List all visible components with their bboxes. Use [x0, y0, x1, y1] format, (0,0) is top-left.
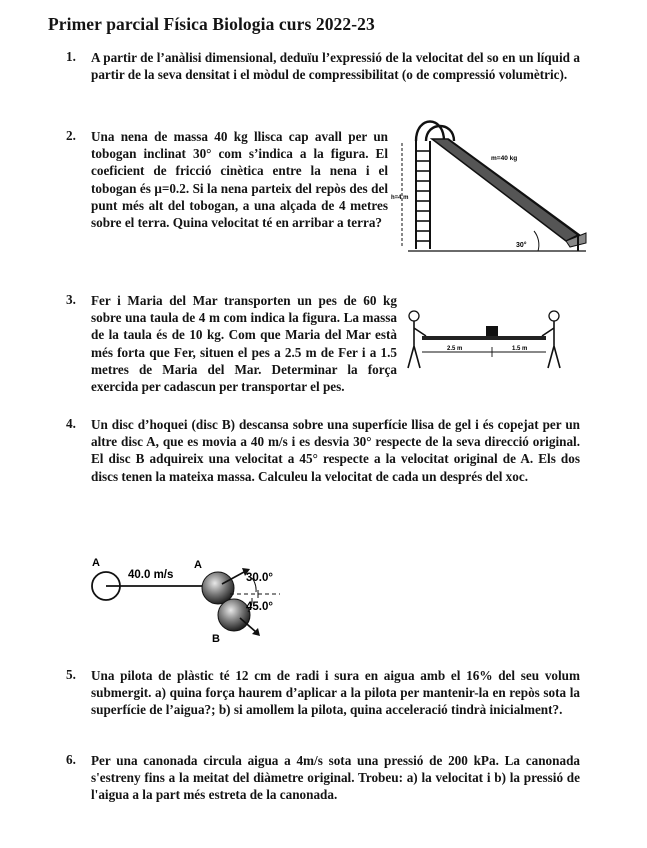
disc-b-label: B [212, 633, 220, 644]
question-6-number: 6. [66, 752, 76, 767]
hockey-collision-figure [80, 552, 300, 644]
mass-label: m=40 kg [491, 155, 518, 162]
question-6-text: Per una canonada circula aigua a 4m/s sota una pressió de 200 kPa. La canonada s'estreny fins a la meitat del diàmetre original. Trobeu: a) la velocitat i b) la pressió de l'aigua a la part més estreta de la canonada. [91, 753, 580, 803]
question-3-number: 3. [66, 292, 76, 307]
right-distance-label: 1.5 m [512, 346, 528, 352]
disc-a-after [202, 572, 234, 604]
angle-b-label: 45.0° [246, 601, 273, 613]
disc-a-after-label: A [194, 559, 202, 571]
person-fer [408, 321, 426, 368]
person-maria [542, 321, 560, 368]
page-title: Primer parcial Física Biologia curs 2022-23 [48, 14, 375, 34]
slide-figure [388, 113, 588, 258]
slide-edge [448, 139, 582, 237]
ladder-rungs [416, 151, 430, 241]
height-label: h=4 m [391, 195, 409, 201]
weight-block [486, 326, 498, 336]
question-1-text: A partir de l’anàlisi dimensional, deduïu l’expressió de la velocitat del so en un líquid a partir de la seva densitat i el mòdul de compressibilitat (o de compressió volumètric). [91, 50, 580, 83]
person-fer-head [409, 311, 419, 321]
question-3-text: Fer i Maria del Mar transporten un pes de 60 kg sobre una taula de 4 m com indica la figura. La massa de la taula és de 10 kg. Com que Maria del Mar està més forta que Fer, situen el pes a 2.5 m de Fer i a 1.5 metres de Maria del Mar. Determinar la força exercida per cadascun per transportar el pes. [91, 293, 397, 395]
question-4-number: 4. [66, 416, 76, 431]
initial-speed-label: 40.0 m/s [128, 569, 174, 581]
question-5-text: Una pilota de plàstic té 12 cm de radi i sura en aigua amb el 16% del seu volum submergit. a) quina força haurem d’aplicar a la pilota per mantenir-la en repòs sota la superfície de l’aigua?; b) si amollem la pilota, quina acceleració tindrà inicialment?. [91, 668, 580, 718]
question-1-number: 1. [66, 49, 76, 64]
angle-arc [534, 231, 539, 251]
table-carry-figure [404, 306, 574, 388]
question-4-text: Un disc d’hoquei (disc B) descansa sobre una superfície llisa de gel i és copejat per un altre disc A, que es movia a 40 m/s i es desvia 30° respecte de la seva direcció original. El disc B adquireix una velocitat a 45° respecte a la velocitat original de A. Els dos discs tenen la mateixa massa. Calculeu la velocitat de cada un després del xoc. [91, 417, 580, 484]
question-2-number: 2. [66, 128, 76, 143]
disc-a-initial-label: A [92, 557, 100, 569]
angle-label: 30° [516, 242, 527, 249]
question-2-text: Una nena de massa 40 kg llisca cap avall per un tobogan inclinat 30° com s’indica a la figura. El coeficient de fricció cinètica entre la nena i el tobogan és μ=0.2. Si la nena parteix del repòs des del punt més alt del tobogan, a una alçada de 4 metres sobre el terra. Quina velocitat té en arribar a terra? [91, 129, 388, 231]
left-distance-label: 2.5 m [447, 346, 463, 352]
question-5-number: 5. [66, 667, 76, 682]
person-maria-head [549, 311, 559, 321]
table-board [422, 336, 546, 340]
angle-a-label: 30.0° [246, 572, 273, 584]
